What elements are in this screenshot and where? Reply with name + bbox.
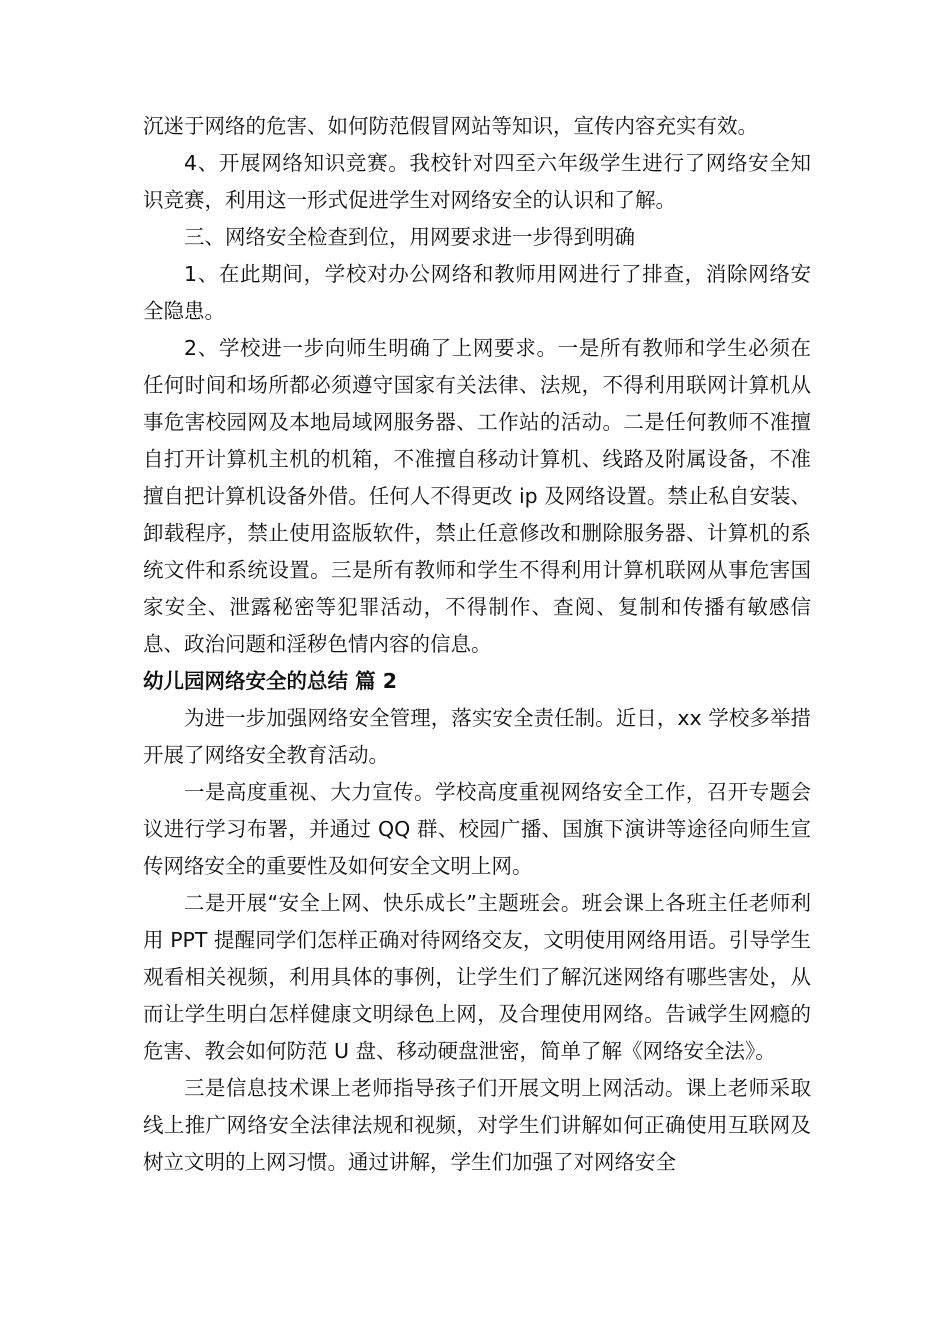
paragraph: 1、在此期间，学校对办公网络和教师用网进行了排查，消除网络安全隐患。 bbox=[143, 262, 811, 323]
section-heading: 三、网络安全检查到位，用网要求进一步得到明确 bbox=[184, 225, 635, 249]
paragraph: 4、开展网络知识竞赛。我校针对四至六年级学生进行了网络安全知识竞赛，利用这一形式促进学生对网络安全的认识和了解。 bbox=[143, 151, 811, 212]
paragraph: 三是信息技术课上老师指导孩子们开展文明上网活动。课上老师采取线上推广网络安全法律法规和视频，对学生们讲解如何正确使用互联网及树立文明的上网习惯。通过讲解，学生们加强了对网络安全 bbox=[143, 1076, 811, 1174]
article-title: 幼儿园网络安全的总结 篇 2 bbox=[143, 669, 398, 693]
paragraph: 二是开展“安全上网、快乐成长”主题班会。班会课上各班主任老师利用 PPT 提醒同学们怎样正确对待网络交友，文明使用网络用语。引导学生观看相关视频，利用具体的事例，让学生们了解沉迷网络有哪些害处，从而让学生明白怎样健康文明绿色上网，及合理使用网络。告诫学生网瘾的危害、教会如何防范 U 盘、移动硬盘泄密，简单了解《网络安全法》。 bbox=[143, 891, 811, 1063]
paragraph: 2、学校进一步向师生明确了上网要求。一是所有教师和学生必须在任何时间和场所都必须遵守国家有关法律、法规，不得利用联网计算机从事危害校园网及本地局域网服务器、工作站的活动。二是任何教师不准擅自打开计算机主机的机箱，不准擅自移动计算机、线路及附属设备，不准擅自把计算机设备外借。任何人不得更改 ip 及网络设置。禁止私自安装、卸载程序，禁止使用盗版软件，禁止任意修改和删除服务器、计算机的系统文件和系统设置。三是所有教师和学生不得利用计算机联网从事危害国家安全、泄露秘密等犯罪活动，不得制作、查阅、复制和传播有敏感信息、政治问题和淫秽色情内容的信息。 bbox=[143, 336, 811, 656]
paragraph: 为进一步加强网络安全管理，落实安全责任制。近日，xx 学校多举措开展了网络安全教育活动。 bbox=[143, 706, 811, 767]
paragraph: 一是高度重视、大力宣传。学校高度重视网络安全工作，召开专题会议进行学习布署，并通过 QQ 群、校园广播、国旗下演讲等途径向师生宣传网络安全的重要性及如何安全文明上网。 bbox=[143, 780, 811, 878]
paragraph: 沉迷于网络的危害、如何防范假冒网站等知识，宣传内容充实有效。 bbox=[143, 114, 758, 138]
document-body bbox=[143, 108, 811, 1181]
